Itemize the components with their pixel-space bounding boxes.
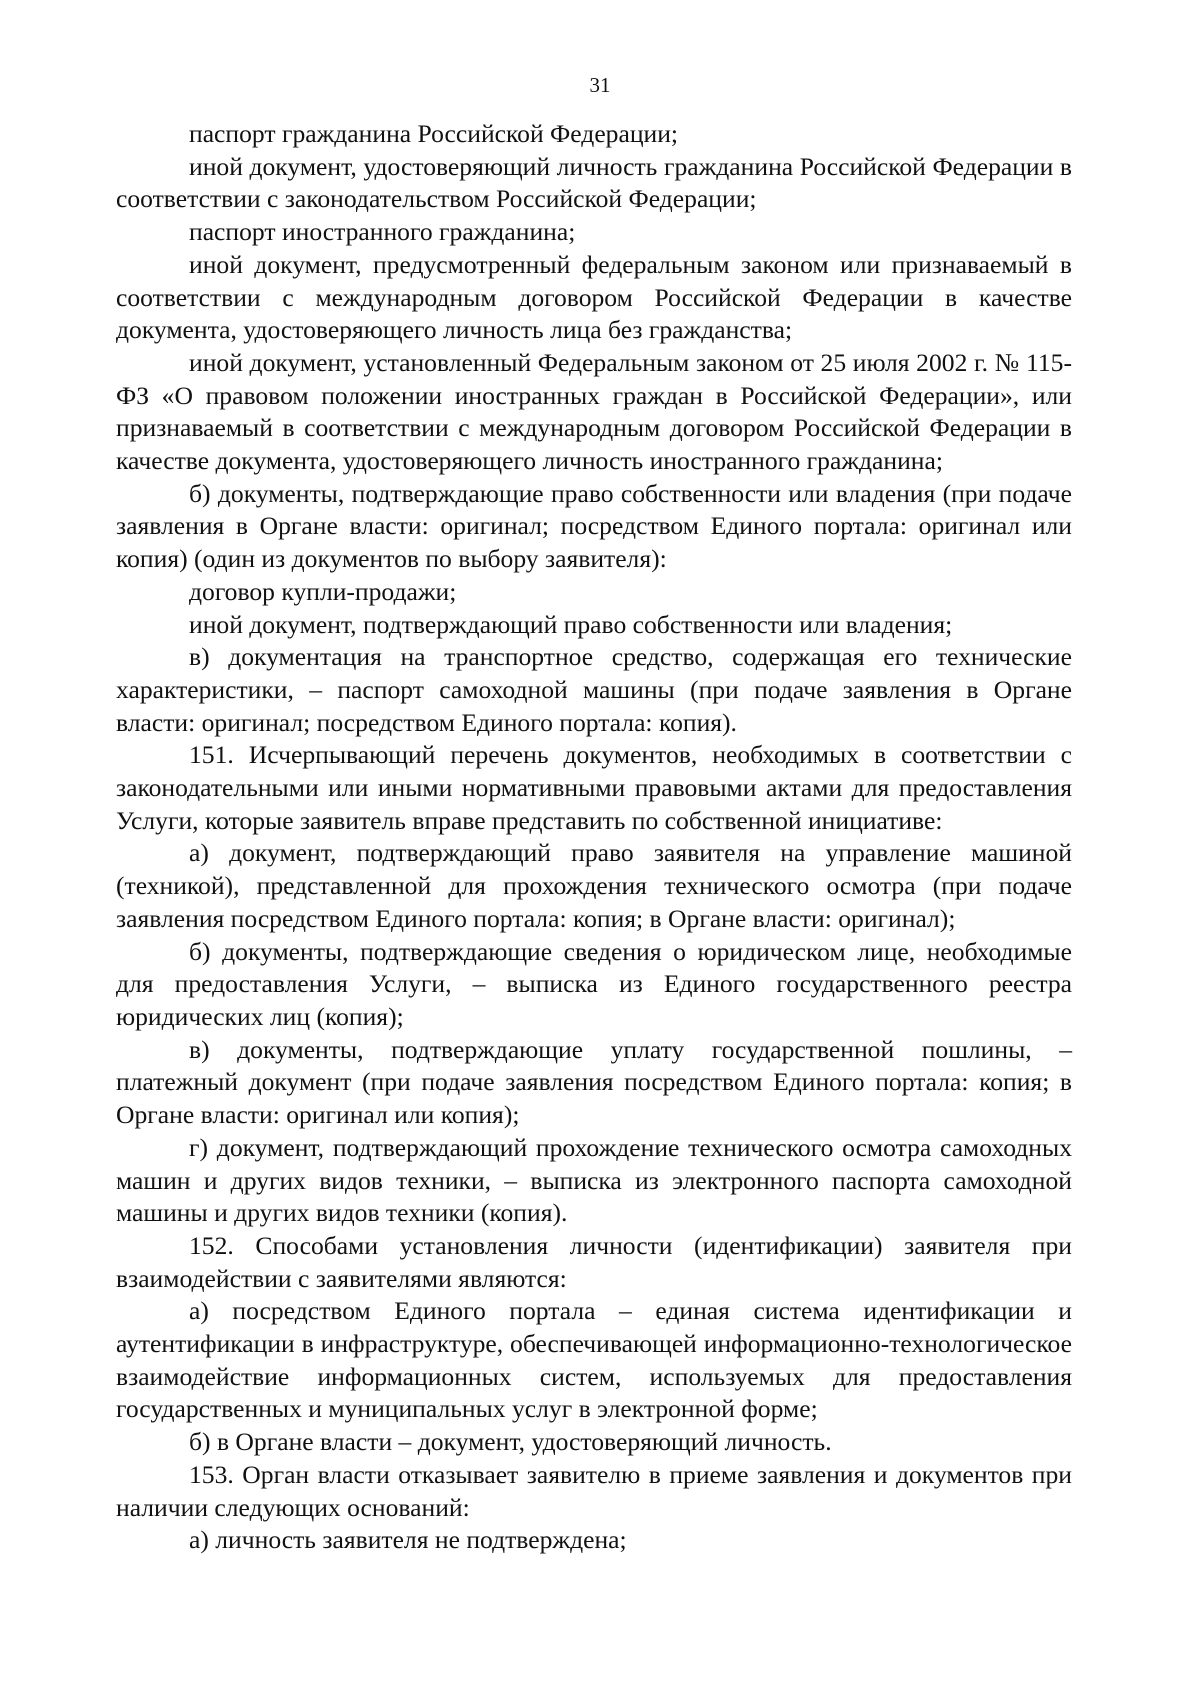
paragraph: в) документы, подтверждающие уплату государственной пошлины, – платежный документ (при подаче заявления посредством Единого портала: копия; в Органе власти: оригинал или копия); <box>116 1034 1072 1130</box>
page-number: 31 <box>589 73 611 97</box>
paragraph: 153. Орган власти отказывает заявителю в приеме заявления и документов при наличии следующих оснований: <box>116 1459 1072 1522</box>
paragraph: а) документ, подтверждающий право заявителя на управление машиной (техникой), представленной для прохождения технического осмотра (при подаче заявления посредством Единого портала: копия; в Органе власти: оригинал); <box>116 838 1072 933</box>
paragraph: иной документ, предусмотренный федеральным законом или признаваемый в соответствии с международным договором Российской Федерации в качестве документа, удостоверяющего личность лица без гражданства; <box>116 249 1072 345</box>
paragraph: 151. Исчерпывающий перечень документов, необходимых в соответствии с законодательными или иными нормативными правовыми актами для предоставления Услуги, которые заявитель вправе представить по собственной инициативе: <box>116 740 1072 835</box>
paragraph: б) в Органе власти – документ, удостоверяющий личность. <box>189 1427 832 1457</box>
paragraph: а) личность заявителя не подтверждена; <box>189 1525 627 1555</box>
paragraph: г) документ, подтверждающий прохождение технического осмотра самоходных машин и других видов техники, – выписка из электронного паспорта самоходной машины и других видов техники (копия). <box>116 1132 1072 1228</box>
document-body <box>116 118 1072 1557</box>
paragraph: б) документы, подтверждающие сведения о юридическом лице, необходимые для предоставления Услуги, – выписка из Единого государственного реестра юридических лиц (копия); <box>116 936 1072 1031</box>
paragraph: паспорт иностранного гражданина; <box>189 217 576 247</box>
paragraph: иной документ, удостоверяющий личность гражданина Российской Федерации в соответствии с законодательством Российской Федерации; <box>116 151 1072 214</box>
paragraph: 152. Способами установления личности (идентификации) заявителя при взаимодействии с заявителями являются: <box>116 1230 1072 1293</box>
paragraph: иной документ, установленный Федеральным законом от 25 июля 2002 г. № 115-ФЗ «О правовом положении иностранных граждан в Российской Федерации», или признаваемый в соответствии с международным договором Российской Федерации в качестве документа, удостоверяющего личность иностранного гражданина; <box>116 347 1072 476</box>
paragraph: иной документ, подтверждающий право собственности или владения; <box>189 609 953 639</box>
paragraph: в) документация на транспортное средство, содержащая его технические характеристики, – паспорт самоходной машины (при подаче заявления в Органе власти: оригинал; посредством Единого портала: копия). <box>116 642 1072 737</box>
paragraph: а) посредством Единого портала – единая система идентификации и аутентификации в инфраструктуре, обеспечивающей информационно-технологическое взаимодействие информационных систем, используемых для предоставления государственных и муниципальных услуг в электронной форме; <box>116 1296 1072 1424</box>
paragraph: паспорт гражданина Российской Федерации; <box>189 119 679 148</box>
paragraph: б) документы, подтверждающие право собственности или владения (при подаче заявления в Органе власти: оригинал; посредством Единого портала: оригинал или копия) (один из документов по выбору заявителя): <box>116 478 1072 574</box>
paragraph: договор купли-продажи; <box>189 576 457 606</box>
